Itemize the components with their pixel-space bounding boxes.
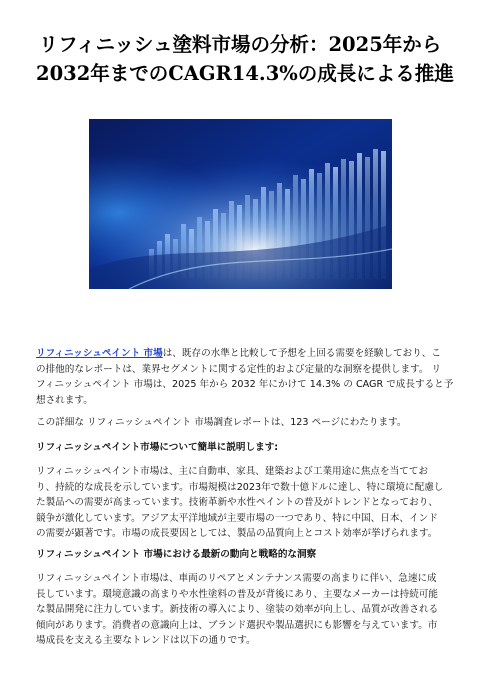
bar-graphic-illustration	[89, 119, 392, 289]
section-2-heading: リフィニッシュペイント 市場における最新の動向と戦略的な洞察	[36, 549, 317, 560]
section-1-line: リフィニッシュペイント市場は、主に自動車、家具、建築および工業用途に焦点を当ててお	[36, 466, 428, 477]
section-2	[36, 547, 450, 563]
section-1-line: の需要が顕著です。市場の成長要因としては、製品の品質向上とコスト効率が挙げられます。	[36, 528, 438, 540]
intro-line-4: 想されます。	[36, 394, 93, 406]
title-line-1: リフィニッシュ塗料市場の分析：2025年から	[38, 33, 442, 56]
market-report-link[interactable]: リフィニッシュペイント 市場	[36, 348, 163, 359]
intro-line-3: フィニッシュペイント 市場は、2025 年から 2032 年にかけて 14.3% の CAGR で成長すると予	[36, 379, 454, 391]
section-1	[36, 440, 450, 456]
section-1-heading: リフィニッシュペイント市場について簡単に説明します:	[36, 442, 279, 453]
section-1-line: り、持続的な成長を示しています。市場規模は2023年で数十億ドルに達し、特に環境に配慮し	[36, 481, 444, 493]
section-2-line: 傾向があります。消費者の意識向上は、ブランド選択や製品選択にも影響を与えています。市	[36, 619, 438, 631]
section-1-body	[36, 464, 450, 542]
hero-image	[89, 119, 392, 289]
intro-line-2: の排他的なレポートは、業界セグメントに関する定性的および定量的な洞察を提供します。 リ	[36, 363, 442, 375]
section-2-line: 長しています。環境意識の高まりや水性塗料の普及が背後にあり、主要なメーカーは持続可能	[36, 588, 438, 600]
section-1-line: た製品への需要が高まっています。技術革新や水性ペイントの普及がトレンドとなっており、	[36, 497, 438, 509]
title-line-2: 2032年までのCAGR14.3%の成長による推進	[36, 62, 454, 85]
section-2-body	[36, 571, 450, 649]
intro-paragraph	[36, 346, 454, 408]
section-2-line: な製品開発に注力しています。新技術の導入により、塗装の効率が向上し、品質が改善される	[36, 604, 439, 616]
section-2-line: リフィニッシュペイント市場は、車両のリペアとメンテナンス需要の高まりに伴い、急速に成	[36, 573, 437, 584]
section-2-line: 場成長を支える主要なトレンドは以下の通りです。	[36, 635, 256, 647]
page-title	[36, 30, 454, 88]
report-pages-paragraph: この詳細な リフィニッシュペイント 市場調査レポートは、123 ページにわたります。	[36, 417, 407, 428]
section-1-line: 競争が激化しています。アジア太平洋地域が主要市場の一つであり、特に中国、日本、インド	[36, 512, 438, 524]
intro-line-1: リフィニッシュペイント 市場は、既存の水準と比較して予想を上回る需要を経験しており、こ	[36, 348, 441, 359]
